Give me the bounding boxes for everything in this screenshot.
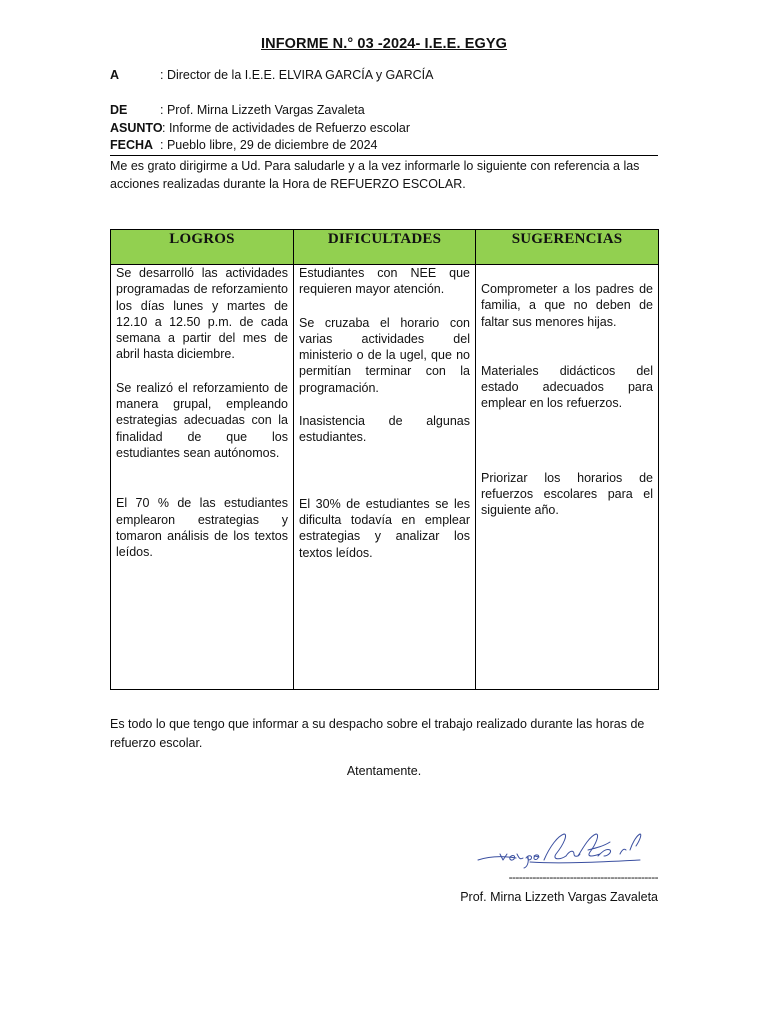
intro-paragraph: Me es grato dirigirme a Ud. Para saludarle y a la vez informarle lo siguiente con referencia a las acciones realizadas durante la Hora de REFUERZO ESCOLAR. [110,159,640,191]
logros-item: Se realizó el reforzamiento de manera grupal, empleando estrategias adecuadas con la finalidad de que los estudiantes sean autónomos. [116,380,288,460]
column-header-sugerencias: SUGERENCIAS [476,230,659,265]
header-asunto-label: ASUNTO [110,121,163,135]
activities-table [110,229,659,690]
header-row-fecha [110,136,658,154]
header-row-de [110,101,658,119]
closing-paragraph: Es todo lo que tengo que informar a su despacho sobre el trabajo realizado durante las horas de refuerzo escolar. [110,717,645,750]
header-a-label: A [110,68,120,82]
header-de-label: DE [110,103,128,117]
column-header-logros: LOGROS [111,230,294,265]
header-fecha-value: : Pueblo libre, 29 de diciembre de 2024 [160,138,378,152]
header-divider [110,155,658,156]
table-row [111,265,659,690]
logros-item: El 70 % de las estudiantes emplearon estrategias y tomaron análisis de los textos leídos. [116,496,288,560]
dificultades-item: Estudiantes con NEE que requieren mayor atención. [299,266,470,297]
report-title: INFORME N.° 03 -2024- I.E.E. EGYG [261,36,507,52]
header-row-asunto [110,119,658,137]
header-de-value: : Prof. Mirna Lizzeth Vargas Zavaleta [160,103,365,117]
dificultades-item: El 30% de estudiantes se les dificulta todavía en emplear estrategias y analizar los textos leídos. [299,496,470,560]
header-row-a [110,66,658,84]
sugerencias-item: Comprometer a los padres de familia, a que no deben de faltar sus menores hijas. [481,282,653,329]
dificultades-item: Inasistencia de algunas estudiantes. [299,414,470,445]
logros-item: Se desarrolló las actividades programadas de reforzamiento los días lunes y martes de 12.10 a 12.50 p.m. de cada semana a partir del mes de abril hasta diciembre. [116,266,288,362]
regards-text: Atentamente. [346,764,422,778]
header-a-value: : Director de la I.E.E. ELVIRA GARCÍA y GARCÍA [160,68,434,82]
sugerencias-cell [476,265,659,690]
dificultades-cell [294,265,476,690]
sugerencias-item: Priorizar los horarios de refuerzos escolares para el siguiente año. [481,470,653,518]
handwritten-signature [470,826,650,876]
column-header-dificultades: DIFICULTADES [294,230,476,265]
table-header-row [111,230,659,265]
signature-name: Prof. Mirna Lizzeth Vargas Zavaleta [460,890,658,904]
header-fecha-label: FECHA [110,138,154,152]
sugerencias-item: Materiales didácticos del estado adecuados para emplear en los refuerzos. [481,363,653,411]
header-asunto-value: : Informe de actividades de Refuerzo escolar [162,121,411,135]
signature-line: -------------------------------------------- [508,870,658,884]
logros-cell [111,265,294,690]
dificultades-item: Se cruzaba el horario con varias actividades del ministerio o de la ugel, que no permitían terminar con la programación. [299,315,470,395]
